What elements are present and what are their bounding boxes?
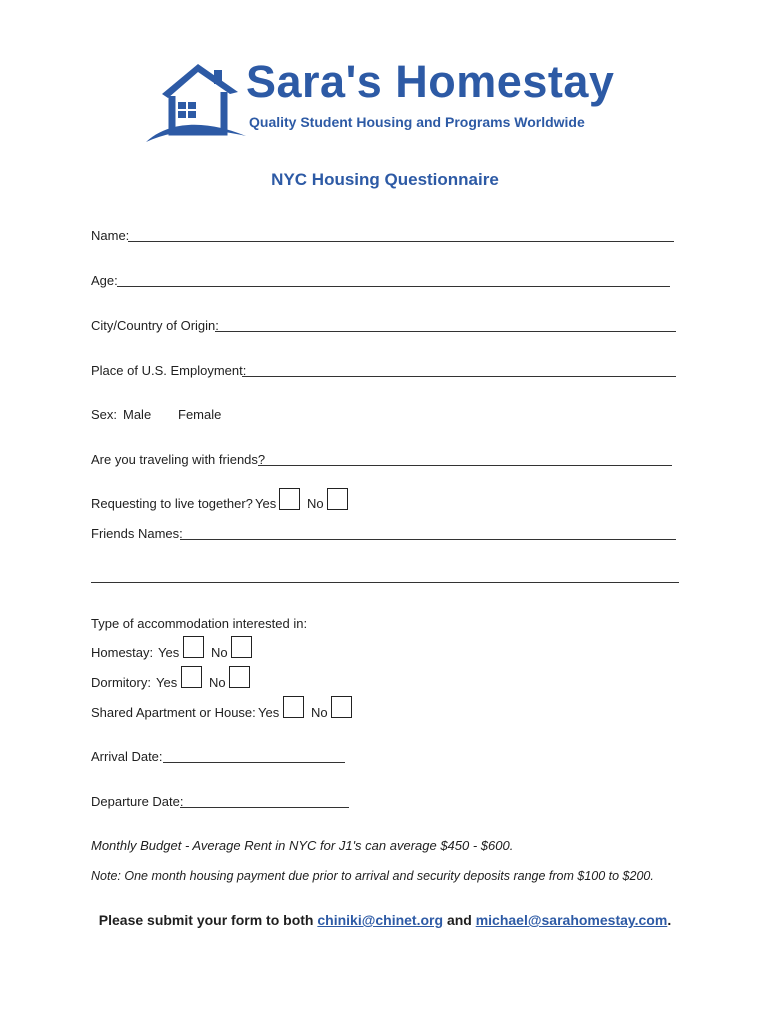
- friends-field-line-2[interactable]: [91, 582, 679, 583]
- departure-label: Departure Date:: [91, 794, 184, 809]
- shared-no-label: No: [311, 705, 328, 720]
- arrival-label: Arrival Date:: [91, 749, 163, 764]
- shared-yes-checkbox[interactable]: [283, 696, 304, 718]
- together-yes-label: Yes: [255, 496, 277, 511]
- together-no-checkbox[interactable]: [327, 488, 348, 510]
- accommodation-label: Type of accommodation interested in:: [91, 616, 308, 631]
- traveling-field[interactable]: [258, 465, 672, 466]
- sarahomestay-logo: [142, 56, 615, 150]
- city-field[interactable]: [215, 331, 676, 332]
- homestay-no-label: No: [211, 645, 228, 660]
- shared-yes-label: Yes: [258, 705, 280, 720]
- name-field[interactable]: [128, 241, 674, 242]
- together-label: Requesting to live together?: [91, 496, 253, 511]
- friends-label: Friends Names:: [91, 526, 183, 541]
- age-label: Age:: [91, 273, 118, 288]
- logo-tagline: Quality Student Housing and Programs Worldwide: [249, 114, 585, 130]
- homestay-yes-checkbox[interactable]: [183, 636, 204, 658]
- homestay-yes-label: Yes: [158, 645, 180, 660]
- homestay-label: Homestay:: [91, 645, 154, 660]
- name-label: Name:: [91, 228, 130, 243]
- employment-label: Place of U.S. Employment:: [91, 363, 247, 378]
- homestay-no-checkbox[interactable]: [231, 636, 252, 658]
- dormitory-no-checkbox[interactable]: [229, 666, 250, 688]
- arrival-date-field[interactable]: [163, 762, 345, 763]
- dormitory-label: Dormitory:: [91, 675, 151, 690]
- logo-title: Sara's Homestay: [246, 56, 615, 107]
- departure-date-field[interactable]: [180, 807, 349, 808]
- email-link-michael[interactable]: michael@sarahomestay.com: [475, 912, 668, 928]
- house-logo-icon: [142, 58, 252, 150]
- friends-field[interactable]: [180, 539, 676, 540]
- dormitory-yes-checkbox[interactable]: [181, 666, 202, 688]
- form-title: NYC Housing Questionnaire: [271, 170, 499, 189]
- dormitory-no-label: No: [209, 675, 226, 690]
- sex-male-option[interactable]: Male: [123, 407, 152, 422]
- age-field[interactable]: [117, 286, 670, 287]
- sex-label: Sex:: [91, 407, 118, 422]
- dormitory-yes-label: Yes: [156, 675, 178, 690]
- traveling-label: Are you traveling with friends?: [91, 452, 266, 467]
- submit-suffix: .: [667, 912, 672, 928]
- shared-label: Shared Apartment or House:: [91, 705, 256, 720]
- payment-note: Note: One month housing payment due prior to arrival and security deposits range from $100 to $200.: [91, 869, 654, 883]
- submit-prefix: Please submit your form to both: [98, 912, 314, 928]
- email-link-chiniki[interactable]: chiniki@chinet.org: [317, 912, 444, 928]
- shared-no-checkbox[interactable]: [331, 696, 352, 718]
- employment-field[interactable]: [242, 376, 676, 377]
- budget-note: Monthly Budget - Average Rent in NYC for J1's can average $450 - $600.: [91, 838, 514, 853]
- submit-instructions: [0, 912, 770, 928]
- sex-female-option[interactable]: Female: [178, 407, 222, 422]
- submit-and: and: [446, 912, 472, 928]
- together-no-label: No: [307, 496, 324, 511]
- city-label: City/Country of Origin:: [91, 318, 219, 333]
- together-yes-checkbox[interactable]: [279, 488, 300, 510]
